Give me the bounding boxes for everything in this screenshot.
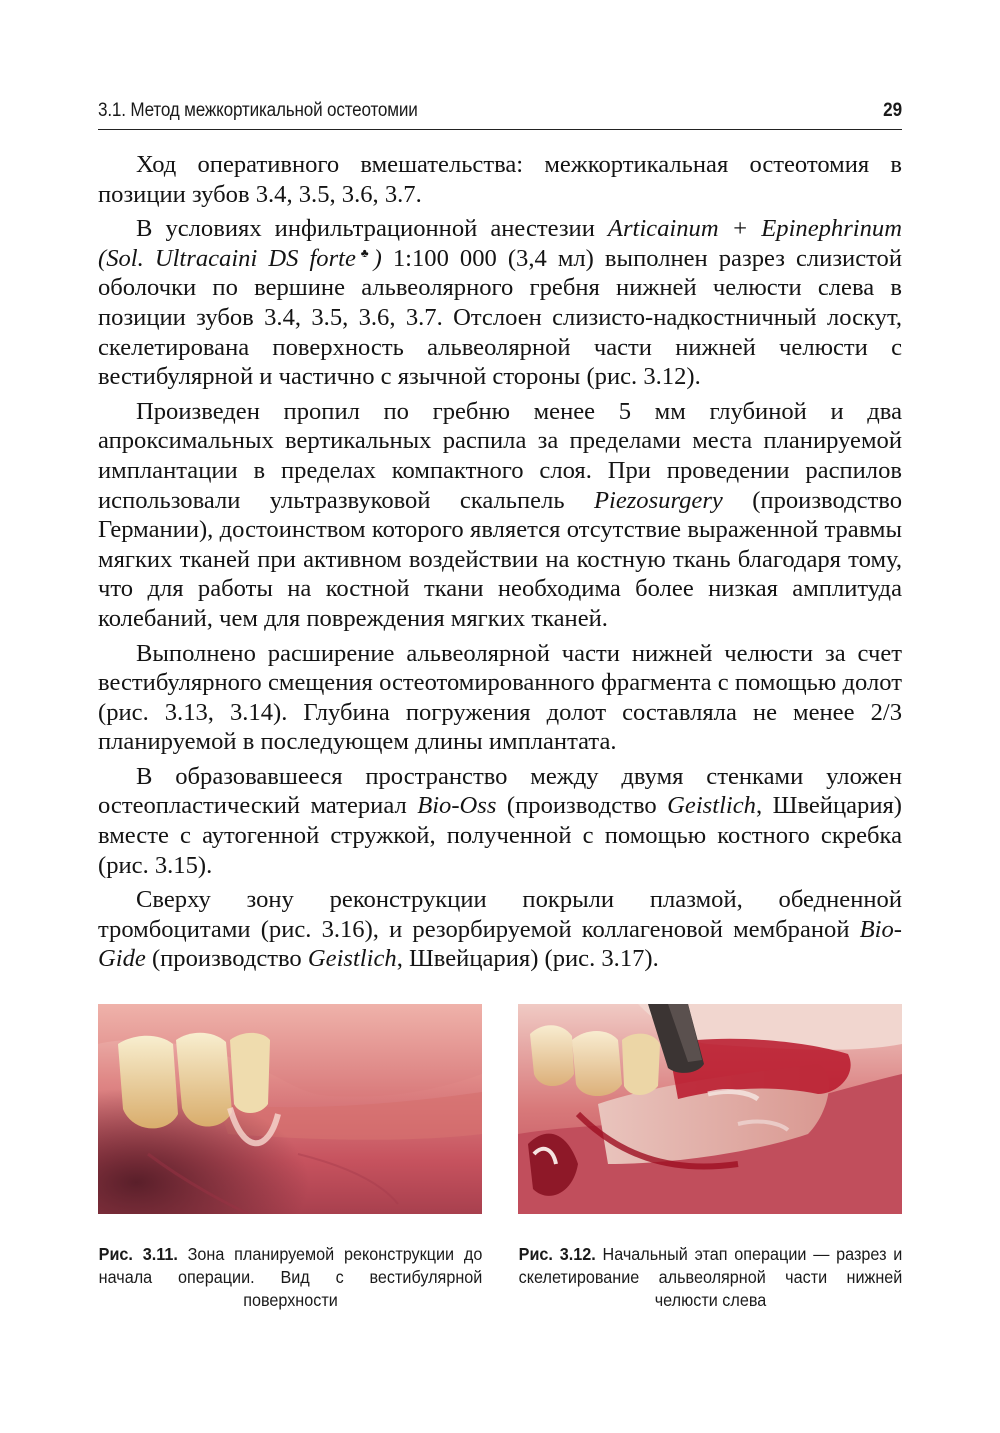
figure-caption-3-12 [518, 1243, 902, 1312]
paragraph-procedure: Ход оперативного вмешательства: межкортикальная остеотомия в позиции зубов 3.4, 3.5, 3.6, 3.7. [98, 151, 902, 208]
header-rule [98, 129, 902, 130]
figure-label: Рис. 3.12. [518, 1244, 596, 1264]
body-text [98, 150, 902, 979]
manufacturer-name: Geistlich [667, 792, 756, 820]
paragraph-membrane: Сверху зону реконструкции покрыли плазмой, обедненной тромбоцитами (рис. 3.16), и резорбируемой коллагеновой мембраной Bio-Gide (производство Geistlich, Швейцария) (рис. 3.17). [98, 886, 902, 973]
page-number: 29 [882, 100, 902, 121]
drug-name: Articainum + Epinephrinum (Sol. Ultracaini DS forte [98, 215, 902, 272]
running-head [98, 100, 902, 126]
manufacturer-name: Geistlich [307, 945, 397, 973]
paragraph-graft: В образовавшееся пространство между двумя стенками уложен остеопластический материал Bio-Oss (производство Geistlich, Швейцария) вместе с аутогенной стружкой, полученной с помощью костного скребка (рис. 3.15). [98, 762, 902, 879]
figure-caption-3-11 [98, 1243, 482, 1312]
membrane-name: Bio-Gide [98, 915, 902, 973]
caption-text: Зона планируемой реконструкции до начала операции. Вид с вестибулярной поверхности [98, 1244, 483, 1310]
paragraph-osteotomy: Произведен пропил по гребню менее 5 мм глубиной и два апроксимальных вертикальных распила за пределами места планируемой имплантации в пределах компактного слоя. При проведении распилов использовали ультразвуковой скальпель Piezosurgery (производство Германии), достоинством которого является отсутствие выраженной травмы мягких тканей при активном воздействии на костную ткань благодаря тому, что для работы на костной ткани необходима более низкая амплитуда колебаний, чем для повреждения мягких тканей. [98, 397, 902, 632]
paragraph-expansion: Выполнено расширение альвеолярной части нижней челюсти за счет вестибулярного смещения остеотомированного фрагмента с помощью долот (рис. 3.13, 3.14). Глубина погружения долот составляла не менее 2/3 планируемой в последующем длины имплантата. [98, 639, 902, 756]
figure-label: Рис. 3.11. [98, 1244, 178, 1264]
device-name: Piezosurgery [593, 486, 723, 514]
section-title: 3.1. Метод межкортикальной остеотомии [98, 100, 418, 121]
figure-3-11 [98, 1004, 482, 1214]
figure-3-12 [518, 1004, 902, 1214]
caption-text: Начальный этап операции — разрез и скелетирование альвеолярной части нижней челюсти слева [518, 1244, 903, 1310]
club-mark-icon: ♣ [355, 245, 374, 260]
photo-gum-before-surgery [98, 1004, 482, 1214]
material-name: Bio-Oss [417, 792, 497, 820]
photo-alveolar-ridge-exposed [518, 1004, 902, 1214]
paragraph-anesthesia: В условиях инфильтрационной анестезии Articainum + Epinephrinum (Sol. Ultracaini DS forte♣) 1:100 000 (3,4 мл) выполнен разрез слизистой оболочки по вершине альвеолярного гребня нижней челюсти слева в позиции зубов 3.4, 3.5, 3.6, 3.7. Отслоен слизисто-надкостничный лоскут, скелетирована поверхность альвеолярной части нижней челюсти с вестибулярной и частично с язычной стороны (рис. 3.12). [98, 215, 902, 391]
